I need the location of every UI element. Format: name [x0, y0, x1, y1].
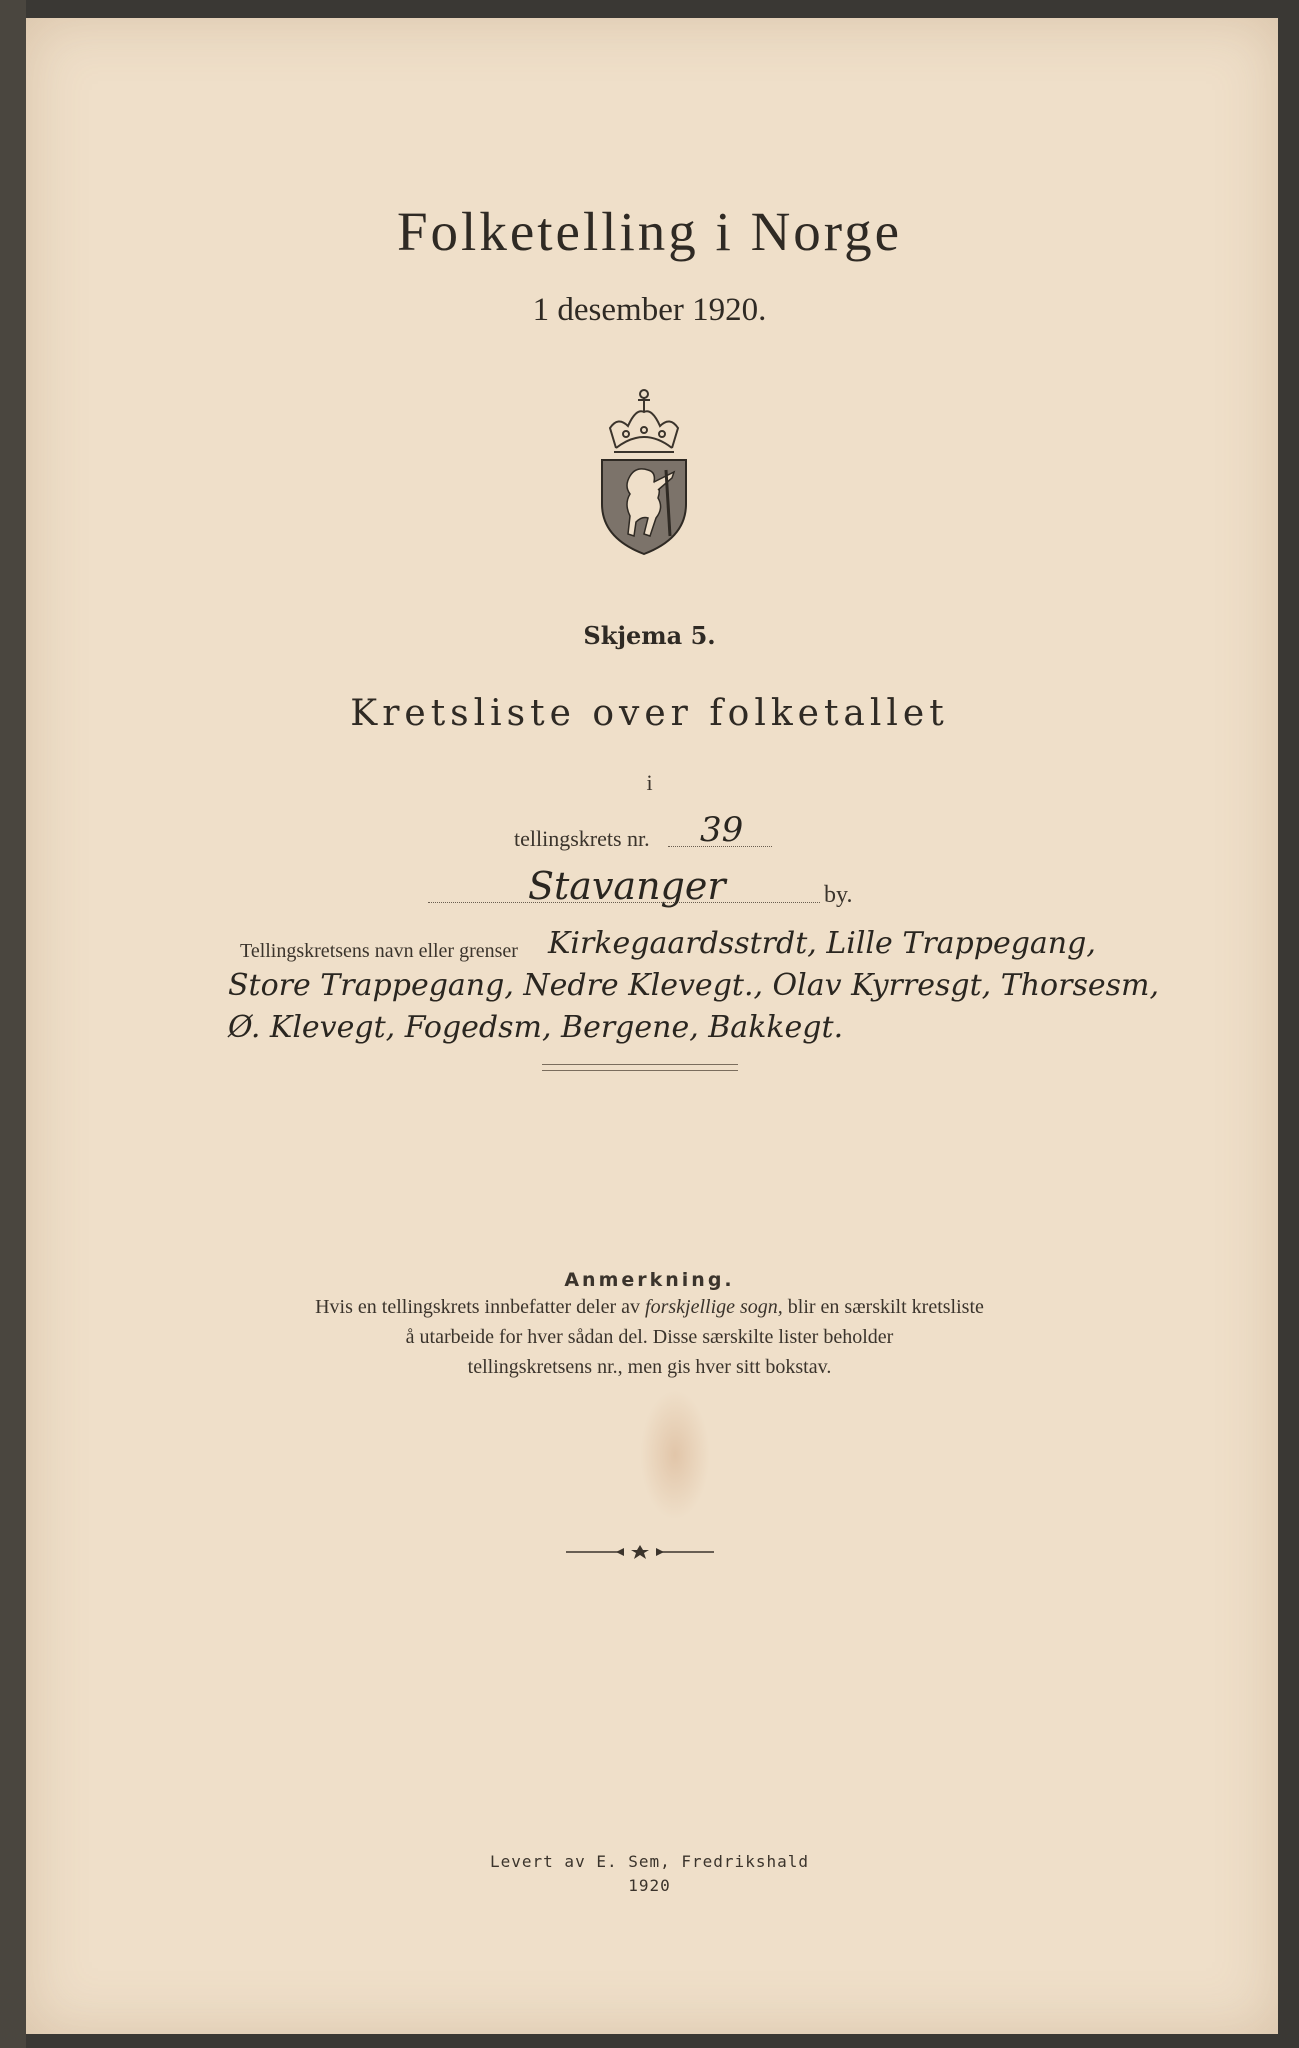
remark-line-1-start: Hvis en tellingskrets innbefatter deler av: [315, 1296, 646, 1318]
boundaries-label: Tellingskretsens navn eller grenser: [240, 940, 518, 962]
remark-line-1-end: blir en særskilt kretsliste: [782, 1296, 984, 1318]
coat-of-arms-icon: [596, 386, 692, 558]
form-heading: Kretsliste over folketallet: [350, 693, 949, 734]
printer-year: 1920: [628, 1876, 671, 1895]
city-suffix: by.: [824, 882, 853, 908]
boundaries-line-2: Store Trappegang, Nedre Klevegt., Olav Kyrresgt, Thorsesm,: [228, 968, 1159, 1003]
paper-stain: [640, 1390, 710, 1520]
district-label: tellingskrets nr.: [514, 826, 650, 851]
schema-label: Skjema 5.: [583, 621, 716, 650]
double-rule-divider: [542, 1064, 738, 1071]
preposition-text: i: [646, 770, 653, 795]
remark-line-1: [0, 1296, 1299, 1319]
census-date: 1 desember 1920.: [532, 292, 767, 328]
boundaries-line-3: Ø. Klevegt, Fogedsm, Bergene, Bakkegt.: [228, 1010, 844, 1045]
district-number: 39: [700, 810, 744, 850]
ornament-divider-icon: [566, 1543, 714, 1561]
remark-line-1-emphasis: forskjellige sogn,: [645, 1296, 783, 1318]
boundaries-line-1: Kirkegaardsstrdt, Lille Trappegang,: [548, 926, 1096, 961]
page-title: Folketelling i Norge: [396, 201, 903, 262]
remark-line-3: tellingskretsens nr., men gis hver sitt bokstav.: [467, 1356, 832, 1378]
city-name: Stavanger: [528, 864, 726, 908]
printer-credit: Levert av E. Sem, Fredrikshald: [490, 1852, 809, 1871]
remark-title: Anmerkning.: [564, 1269, 735, 1291]
remark-line-2: å utarbeide for hver sådan del. Disse særskilte lister beholder: [405, 1326, 894, 1348]
